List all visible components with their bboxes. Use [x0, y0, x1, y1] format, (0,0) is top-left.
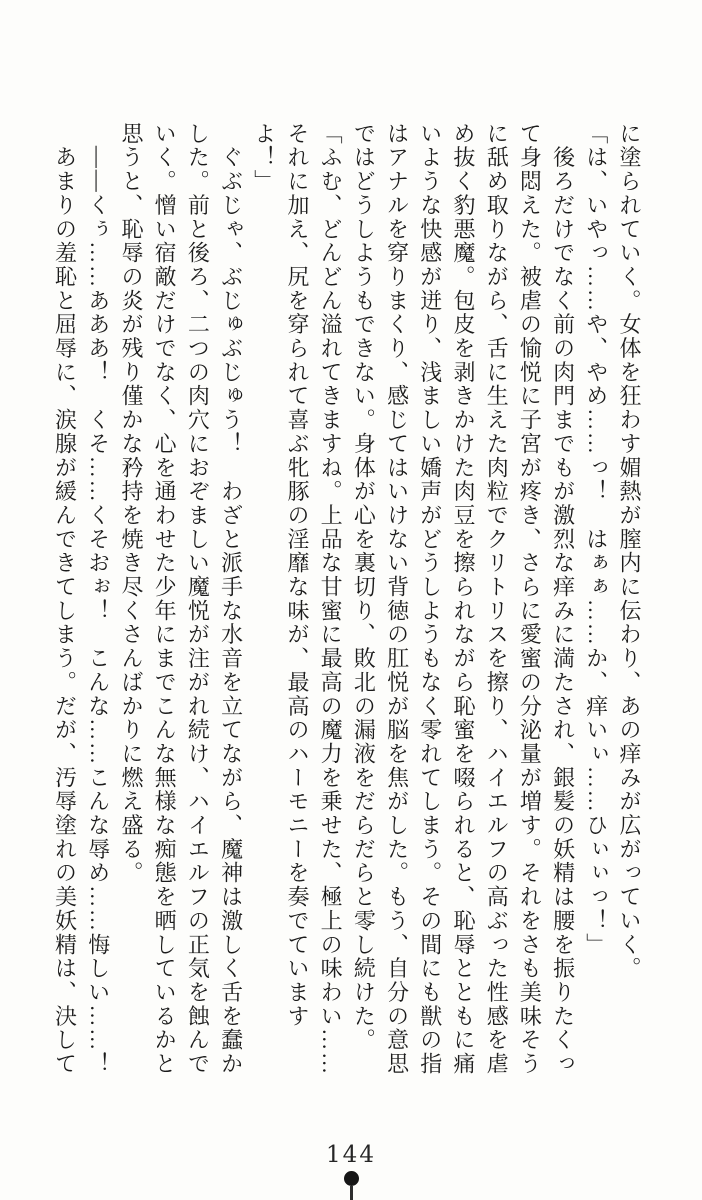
paragraph-dialogue-curse: ――くぅ……あああ！ くそ……くそおぉ！ こんな……こんな辱め……悔しい……！ — [85, 122, 111, 1076]
pin-dot — [344, 1171, 359, 1186]
paragraph-narration-3: あまりの羞恥と屈辱に、涙腺が緩んできてしまう。だが、汚辱塗れの美妖精は、決して — [52, 122, 78, 1076]
page-footer — [0, 1142, 702, 1200]
paragraph-dialogue-demon: 「ふむ、どんどん溢れてきますね。上品な甘蜜に最高の魔力を乗せた、極上の味わい……それに加え、尻を穿られて喜ぶ牝豚の淫靡な味が、最高のハーモニーを奏でていますよ！」 — [251, 122, 344, 1076]
paragraph-dialogue-scream: 「は、いやっ……や、やめ……っ！ はぁぁ……か、痒いぃ……ひぃぃっ！」 — [583, 122, 609, 957]
page-number: 144 — [326, 1142, 376, 1168]
body-text — [48, 122, 646, 1080]
paragraph-narration-2: ぐぶじゃ、ぶじゅぶじゅう！ わざと派手な水音を立てながら、魔神は激しく舌を蠢かした。前と後ろ、二つの肉穴におぞましい魔悦が注がれ続け、ハイエルフの正気を蝕んでいく。憎い宿敵だけでなく、心を通わせた少年にまでこんな無様な痴態を晒しているかと思うと、恥辱の炎が残り僅かな矜持を焼き尽くさんばかりに燃え盛る。 — [118, 122, 244, 1076]
binding-pin-icon — [0, 1171, 702, 1200]
pin-stem — [350, 1186, 353, 1200]
paragraph-narration-1: 後ろだけでなく前の肉門までもが激烈な痒みに満たされ、銀髪の妖精は腰を振りたくって身悶えた。被虐の愉悦に子宮が疼き、さらに愛蜜の分泌量が増す。それをさも美味そうに舐め取りながら、舌に生えた肉粒でクリトリスを擦り、ハイエルフの高ぶった性感を虐め抜く豹悪魔。包皮を剥きかけた肉豆を擦られながら恥蜜を啜られると、恥辱とともに痛いような快感が迸り、浅ましい嬌声がどうしようもなく零れてしまう。その間にも獣の指はアナルを穿りまくり、感じてはいけない背徳の肛悦が脳を焦がした。もう、自分の意思ではどうしようもできない。身体が心を裏切り、敗北の漏液をだらだらと零し続けた。 — [351, 122, 576, 1076]
paragraph-continuation: に塗られていく。女体を狂わす媚熱が膣内に伝わり、あの痒みが広がっていく。 — [617, 122, 642, 981]
